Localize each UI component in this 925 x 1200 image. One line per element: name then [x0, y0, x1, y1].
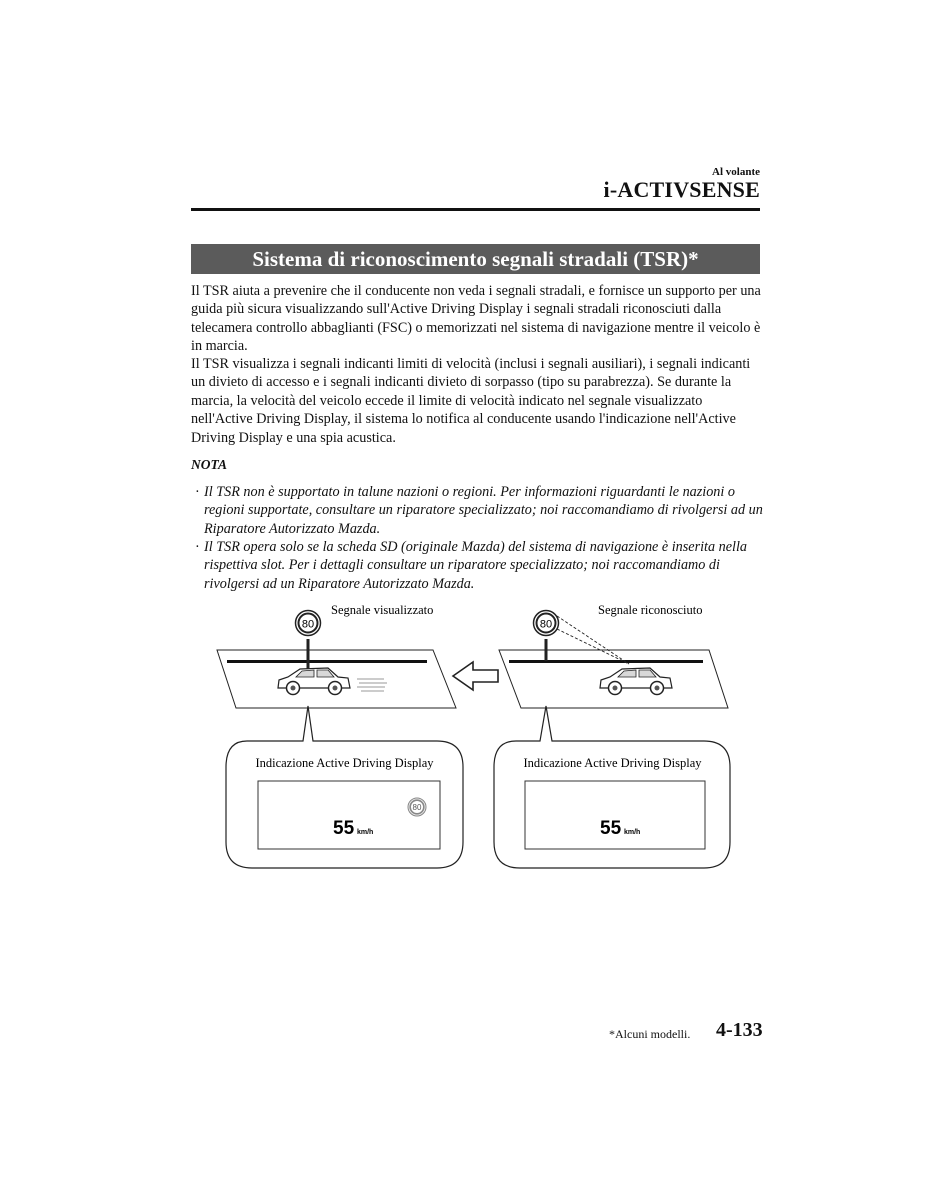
label-displayed-sign: Segnale visualizzato: [331, 603, 434, 617]
sign-value: 80: [539, 618, 553, 631]
sign-value: 80: [301, 618, 315, 631]
lane-marking: [227, 660, 427, 663]
arrow-left-icon: [453, 662, 498, 690]
section-label: Al volante: [712, 166, 760, 178]
chapter-title: i-ACTIVSENSE: [603, 177, 760, 202]
page-number: 4-133: [716, 1019, 763, 1041]
note-item: [195, 538, 765, 593]
note-text: Il TSR opera solo se la scheda SD (originale Mazda) del sistema di navigazione è inserita nella rispettiva slot. Per i dettagli consultare un riparatore specializzato; noi raccomandiamo di rivolgersi ad un Riparatore Autorizzato Mazda.: [204, 539, 748, 592]
speed-unit: km/h: [357, 829, 374, 836]
speed-readout: 55: [600, 818, 622, 839]
lane-marking: [509, 660, 703, 663]
speed-unit: km/h: [624, 829, 641, 836]
note-heading: NOTA: [191, 457, 228, 472]
intro-paragraph: Il TSR aiuta a prevenire che il conducente non veda i segnali stradali, e fornisce un supporto per una guida più sicura visualizzando sull'Active Driving Display i segnali stradali riconosciuti dalla telecamera controllo abbaglianti (FSC) o memorizzati nel sistema di navigazione mentre il veicolo è in marcia.: [191, 283, 761, 355]
header-rule: [191, 208, 760, 211]
tsr-diagram: [191, 598, 751, 878]
description-paragraph: Il TSR visualizza i segnali indicanti limiti di velocità (inclusi i segnali ausiliari), i segnali indicanti un divieto di accesso e i segnali indicanti divieto di sorpasso (tipo su parabrezza). Se durante la marcia, la velocità del veicolo eccede il limite di velocità indicato nel segnale visualizzato nell'Active Driving Display, il sistema lo notifica al conducente usando l'indicazione nell'Active Driving Display e una spia acustica.: [191, 356, 751, 446]
footnote: *Alcuni modelli.: [609, 1027, 691, 1041]
display-title: Indicazione Active Driving Display: [523, 756, 702, 770]
note-text: Il TSR non è supportato in talune nazioni o regioni. Per informazioni riguardanti le nazioni o regioni supportate, consultare un riparatore specializzato; noi raccomandiamo di rivolgersi ad un Riparatore Autorizzato Mazda.: [204, 484, 763, 537]
bullet: ·: [195, 539, 200, 555]
bullet: ·: [195, 484, 200, 500]
display-sign-value: 80: [412, 803, 422, 812]
display-title: Indicazione Active Driving Display: [255, 756, 434, 770]
speed-readout: 55: [333, 818, 355, 839]
note-item: [195, 483, 765, 538]
label-recognized-sign: Segnale riconosciuto: [598, 603, 703, 617]
section-title: Sistema di riconoscimento segnali stradali (TSR)*: [191, 244, 760, 274]
